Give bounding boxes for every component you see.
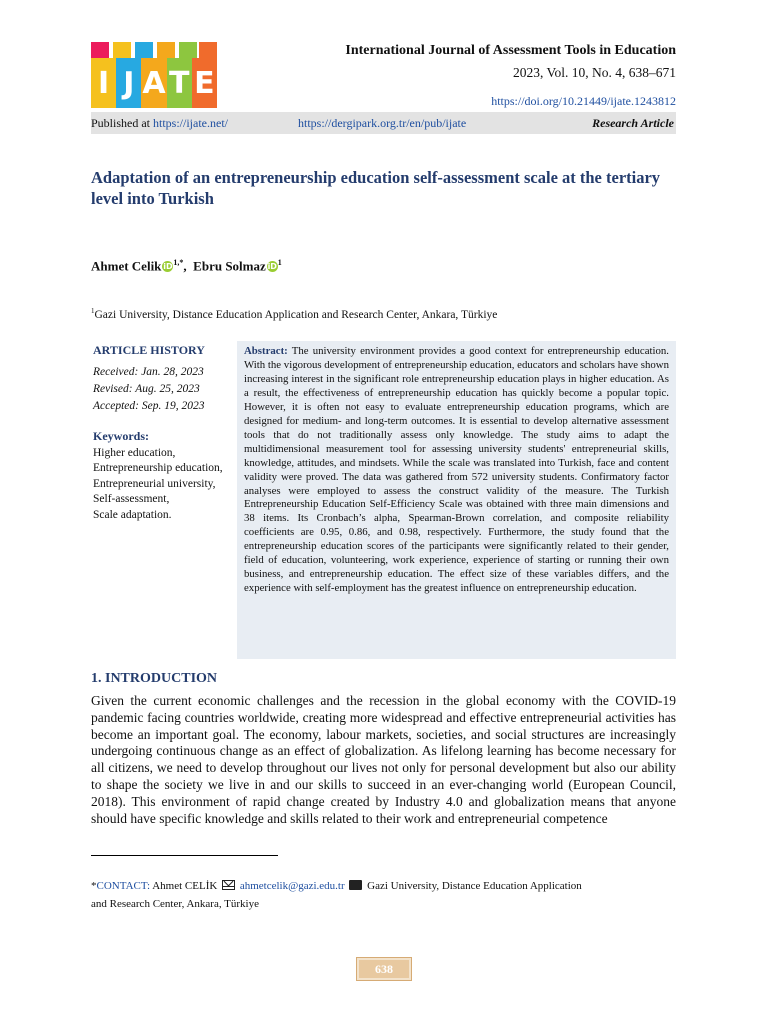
logo-letter-j: J (116, 58, 141, 108)
address-line: Gazi University, Distance Education Application (367, 880, 582, 892)
orcid-icon[interactable]: iD (163, 262, 173, 272)
logo-letter-a: A (141, 58, 166, 108)
logo-letter-i: I (91, 58, 116, 108)
article-sidebar (93, 343, 228, 523)
logo-letter-e: E (192, 58, 217, 108)
article-title: Adaptation of an entrepreneurship education self-assessment scale at the tertiary level into Turkish (91, 168, 661, 208)
author-name: Ebru Solmaz (193, 258, 266, 274)
keyword: Self-assessment, (93, 493, 170, 506)
email-link[interactable]: ahmetcelik@gazi.edu.tr (239, 880, 345, 892)
author-marks: 1 (277, 258, 282, 267)
footnote: *CONTACT: Ahmet CELİK ahmetcelik@gazi.edu.tr Gazi University, Distance Education Application and Research Center, Ankara, Türkiye (91, 880, 582, 910)
affiliation: $^1$Gazi University, Distance Education Application and Research Center, Ankara, Türkiye (91, 307, 498, 321)
contact-name: Ahmet CELİK (152, 880, 218, 892)
journal-issue: 2023, Vol. 10, No. 4, 638–671 (512, 65, 676, 80)
logo-letter-t: T (167, 58, 192, 108)
abstract-box (237, 341, 676, 659)
article-type: Research Article (592, 116, 674, 130)
logo-stripes (91, 42, 217, 58)
keyword: Entrepreneurial university, (93, 477, 216, 490)
address-icon (349, 880, 362, 890)
revised-date: Revised: Aug. 25, 2023 (93, 383, 200, 395)
page-number: 638 (357, 958, 411, 980)
keyword: Higher education, (93, 447, 176, 459)
address-line: and Research Center, Ankara, Türkiye (91, 898, 259, 910)
received-date: Received: Jan. 28, 2023 (93, 366, 204, 378)
keyword: Scale adaptation. (93, 508, 172, 521)
dergipark-link[interactable]: https://dergipark.org.tr/en/pub/ijate (298, 116, 467, 130)
author-list: Ahmet Celik $iD^{1,*}$, Ebru Solmaz $iD^1$ (91, 258, 282, 274)
journal-logo (91, 42, 217, 110)
accepted-date: Accepted: Sep. 19, 2023 (93, 400, 205, 412)
section-heading: 1. INTRODUCTION (91, 671, 218, 686)
journal-title: International Journal of Assessment Tools in Education (345, 43, 676, 58)
keywords-heading: Keywords: (93, 429, 149, 443)
abstract-label: Abstract: (244, 345, 288, 357)
envelope-icon (222, 880, 235, 890)
author-marks: 1,* (173, 258, 184, 267)
intro-paragraph: Given the current economic challenges and the recession in the global economy with the COVID-19 pandemic facing countries worldwide, creating more widespread and effective entrepreneurial activities has become an important goal. The economy, labour markets, societies, and social structures are increasingly undergoing continuous change as an effect of globalization. As lifelong learning has become necessary for all citizens, we need to develop throughout our lives not only for personal development but also our ability to shape the society we live in and our skills to succeed in an ever-changing world (European Council, 2018). This environment of rapid change created by Industry 4.0 and globalization means that anyone should have specific knowledge and skills related to their work and entrepreneurial competence (91, 693, 676, 826)
keyword: Entrepreneurship education, (93, 462, 223, 475)
footnote-rule (91, 855, 278, 856)
orcid-icon[interactable]: iD (267, 262, 277, 272)
contact-label: CONTACT: (96, 880, 151, 892)
doi-link[interactable]: https://doi.org/10.21449/ijate.1243812 (491, 94, 676, 108)
abstract-text: The university environment provides a good context for entrepreneurship education. With the vigorous development of entrepreneurship education, educators and scholars have shown increasing interest in the significant role entrepreneurship education plays in higher education. As a result, the effectiveness of entrepreneurship education has quickly become a popular topic. However, it is often not easy to evaluate entrepreneurship education programs, which are designed for medium- and long-term outcomes. It is essential to develop alternative assessment tools that do not traditionally assess only knowledge. The study aims to adapt the multidimensional measurement tool for assessing university students' entrepreneurial skills, knowledge, attitudes, and mindsets. While the scale was translated into Turkish, face and content validity were proved. The data was gathered from 572 university students. Confirmatory factor analyses were employed to assess the construct validity of the measure. The Turkish Entrepreneurship Education Self-Efficiency Scale was obtained with three main dimensions and 38 items. Its Cronbach’s alpha, Spearman-Brown correlation, and composite reliability coefficients are 0.95, 0.86, and 0.98, respectively. Furthermore, the study found that the entrepreneurship education scores of the participants were significantly related to their gender, field of education, volunteering, work experience, experience of starting or running their own business, and entrepreneurship education. The effect size of these variables differs, and the experience with self-employment has the greatest influence on entrepreneurship education. (244, 345, 669, 595)
site-link[interactable]: https://ijate.net/ (153, 116, 228, 130)
history-heading: ARTICLE HISTORY (93, 343, 205, 357)
published-at: Published at https://ijate.net/ (91, 116, 228, 130)
published-bar (91, 112, 676, 134)
author-name: Ahmet Celik (91, 258, 162, 274)
